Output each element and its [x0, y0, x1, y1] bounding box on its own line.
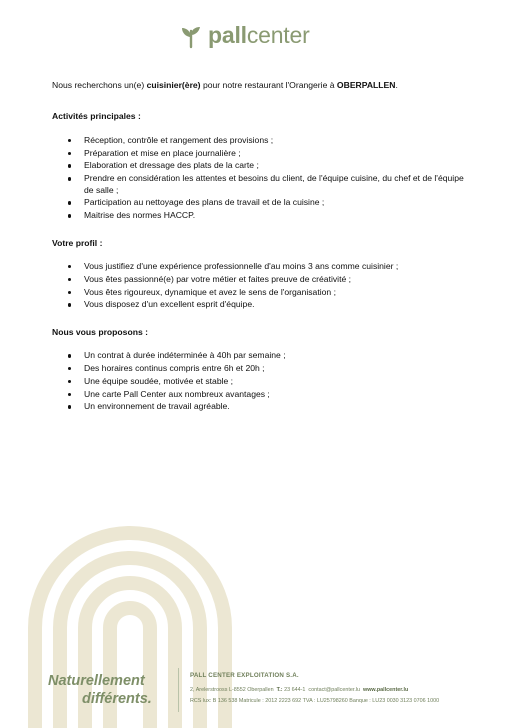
intro-role: cuisinier(ère)	[146, 80, 201, 90]
slogan-line-1: Naturellement	[48, 673, 145, 689]
logo-bold-text: pall	[208, 22, 247, 48]
footer-divider	[178, 668, 179, 712]
intro-paragraph	[52, 80, 475, 91]
list-item: Des horaires continus compris entre 6h et 20h ;	[52, 363, 475, 374]
slogan	[48, 672, 152, 708]
section-title: Activités principales :	[52, 111, 141, 122]
address: 2, Arelerstrooss L-8552 Oberpallen	[190, 687, 274, 693]
list-item: Prendre en considération les attentes et besoins du client, de l'équipe cuisine, du chef et de l'équipe de salle ;	[52, 173, 475, 196]
company-name: PALL CENTER EXPLOITATION S.A.	[190, 672, 299, 679]
bullet-list	[52, 135, 475, 222]
section-offer	[52, 327, 475, 413]
list-item: Maitrise des normes HACCP.	[52, 210, 475, 221]
section-activities	[52, 111, 475, 221]
logo-wordmark	[208, 22, 310, 49]
website-link[interactable]: www.pallcenter.lu	[363, 687, 409, 693]
list-item: Vous justifiez d'une expérience professionnelle d'au moins 3 ans comme cuisinier ;	[52, 261, 475, 272]
intro-middle: pour notre restaurant l'Orangerie à	[200, 80, 337, 90]
logo-light-text: center	[246, 22, 310, 48]
list-item: Préparation et mise en place journalière ;	[52, 148, 475, 159]
list-item: Un environnement de travail agréable.	[52, 401, 475, 412]
bullet-list	[52, 350, 475, 413]
list-item: Une carte Pall Center aux nombreux avantages ;	[52, 389, 475, 400]
list-item: Participation au nettoyage des plans de travail et de la cuisine ;	[52, 197, 475, 208]
intro-prefix: Nous recherchons un(e)	[52, 80, 147, 90]
leaf-sprout-icon	[178, 23, 204, 49]
list-item: Un contrat à durée indéterminée à 40h par semaine ;	[52, 350, 475, 361]
list-item: Une équipe soudée, motivée et stable ;	[52, 376, 475, 387]
intro-location: OBERPALLEN	[336, 80, 396, 90]
phone-label: T.:	[276, 687, 283, 693]
section-profile	[52, 238, 475, 311]
list-item: Vous êtes rigoureux, dynamique et avez le sens de l'organisation ;	[52, 287, 475, 298]
list-item: Elaboration et dressage des plats de la carte ;	[52, 160, 475, 171]
slogan-line-2: différents.	[82, 691, 152, 707]
document-body	[52, 80, 475, 429]
bullet-list	[52, 261, 475, 311]
list-item: Vous êtes passionné(e) par votre métier et faites preuve de créativité ;	[52, 274, 475, 285]
legal-info: RCS lux: B 136 538 Matricule : 2012 2223 692 TVA : LU25798260 Banque : LU23 0030 3123 0706 1000	[190, 698, 440, 704]
email-link[interactable]: contact@pallcenter.lu	[308, 687, 361, 693]
contact-line	[190, 687, 408, 693]
list-item: Réception, contrôle et rangement des provisions ;	[52, 135, 475, 146]
list-item: Vous disposez d'un excellent esprit d'équipe.	[52, 299, 475, 310]
phone[interactable]: 23 644-1	[284, 687, 306, 693]
section-title: Nous vous proposons :	[52, 326, 148, 337]
intro-suffix: .	[395, 80, 398, 90]
pallcenter-logo	[178, 22, 310, 49]
section-title: Votre profil :	[52, 237, 103, 248]
